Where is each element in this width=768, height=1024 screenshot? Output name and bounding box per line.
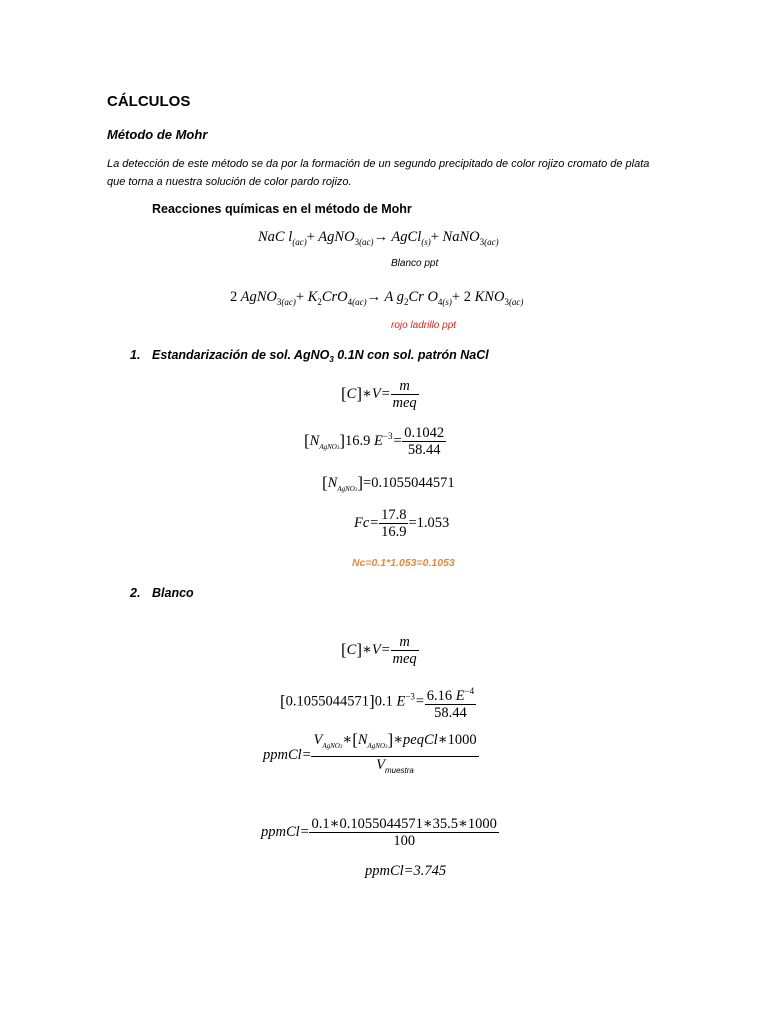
section-1-rest: 0.1N con sol. patrón NaCl [333, 348, 489, 362]
equation-ppm-calc: ppmCl= $\frac{0.1∗0.1055044571∗35.5∗1000}{100}$ [261, 816, 497, 849]
equation-cv-1: [C]∗V= $\frac{m}{\text{meq}}$ [341, 378, 417, 411]
reaction-2: 2 AgNO$_{3(ac)}$+ $K_2CrO_{4(ac)}\to A$ $g_2Cr$ $O_{4(s)}+ 2$ $KNO_{3(ac)}$ [230, 289, 524, 307]
page-title: CÁLCULOS [107, 93, 191, 110]
method-subtitle: Método de Mohr [107, 127, 208, 142]
note-blanco-ppt: Blanco ppt [391, 258, 439, 269]
reactions-heading: Reacciones químicas en el método de Mohr [152, 202, 412, 216]
section-2-heading [130, 586, 194, 600]
equation-ppm-formula: ppmCl= $\frac{V_{AgNO3}∗[N_{AgNO3}]∗peqCl∗1000}{V_{muestra}}$ [263, 730, 477, 775]
section-1-number: 1. [130, 348, 141, 362]
intro-paragraph: La detección de este método se da por la formación de un segundo precipitado de color rojizo cromato de plata que torna a nuestra solución de color pardo rojizo. [107, 158, 650, 188]
equation-fc: Fc= $\frac{17.8}{16.9}$ =1.053 [354, 507, 450, 540]
equation-n-result: $[N_{AgNO3}]=0.1055044571$ [322, 473, 455, 493]
reaction-1: NaC $l_{(ac)}+$ AgNO$_{3(ac)}$→ AgCl$_{(s)}$+ NaNO$_{3(ac)}$ [258, 229, 499, 247]
equation-n-agno3: $[N_{AgNO3}]16.9$ $E^{-3}=$ $\frac{0.1042}{58.44}$ [304, 425, 445, 458]
section-1-heading [130, 348, 489, 364]
section-2-text: Blanco [152, 586, 194, 600]
nc-result: Nc=0.1*1.053=0.1053 [352, 557, 455, 569]
equation-blanco: [0.1055044571]0.1 $E^{-3}=$ $\frac{6.16 E^{-4}}{58.44}$ [280, 683, 476, 721]
section-1-sub: 3 [329, 355, 334, 364]
equation-ppm-result: ppmCl=3.745 [365, 863, 447, 879]
section-1-text: Estandarización de sol. AgNO [152, 348, 330, 362]
note-rojo-ladrillo: rojo ladrillo ppt [391, 320, 457, 331]
equation-cv-2: [C]∗V= $\frac{m}{\text{meq}}$ [341, 634, 417, 667]
section-2-number: 2. [130, 586, 141, 600]
